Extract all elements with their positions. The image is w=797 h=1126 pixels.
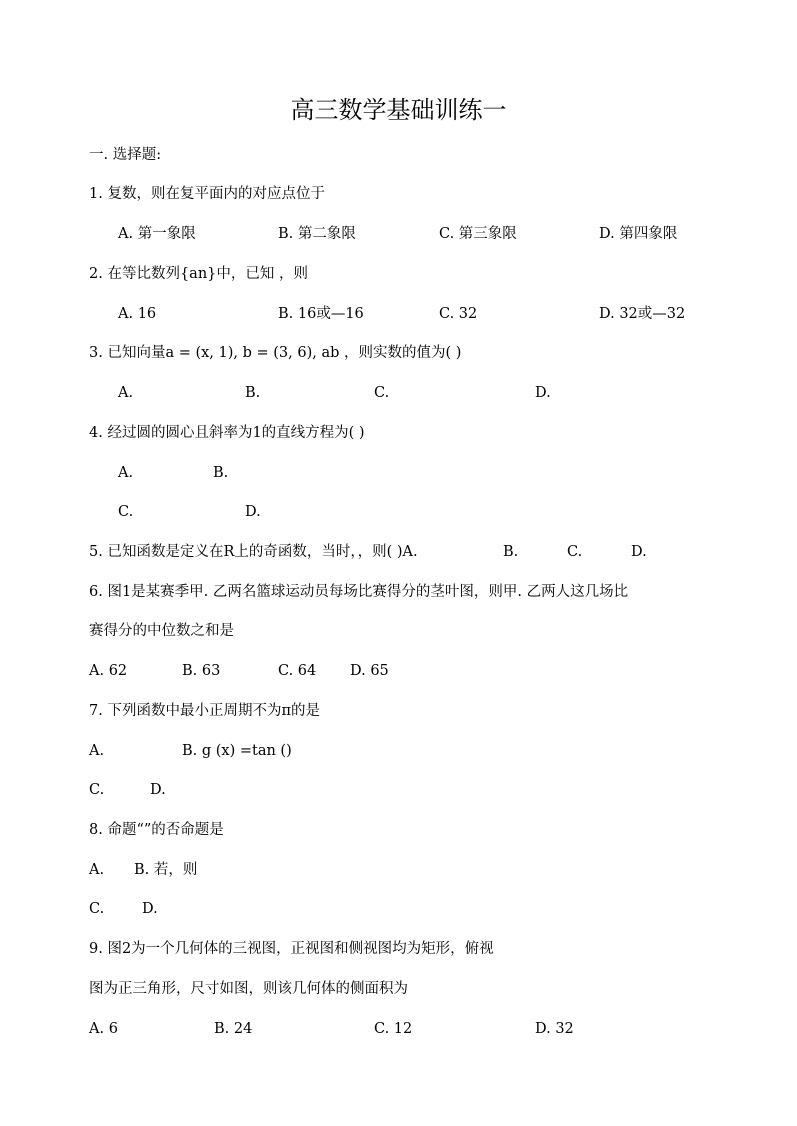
- question-9-stem-line1: 9. 图2为一个几何体的三视图，正视图和侧视图均为矩形，俯视: [89, 941, 494, 957]
- question-7-option-a: A.: [89, 743, 105, 759]
- question-6-option-d: D. 65: [350, 663, 389, 679]
- question-2-option-a: A. 16: [118, 306, 157, 322]
- question-4-stem: 4. 经过圆的圆心且斜率为1的直线方程为( ): [89, 425, 365, 441]
- question-8-option-d: D.: [142, 901, 158, 917]
- question-2-stem: 2. 在等比数列{an}中，已知 ，则: [89, 266, 308, 282]
- question-5-option-d: D.: [631, 544, 647, 560]
- question-1-option-b: B. 第二象限: [278, 226, 356, 242]
- section-heading: 一. 选择题:: [89, 147, 162, 163]
- question-9-option-c: C. 12: [374, 1021, 413, 1037]
- question-1-stem: 1. 复数，则在复平面内的对应点位于: [89, 186, 325, 202]
- question-1-option-c: C. 第三象限: [439, 226, 517, 242]
- question-3-option-b: B.: [245, 385, 261, 401]
- question-6-option-c: C. 64: [278, 663, 317, 679]
- question-4-option-d: D.: [245, 504, 261, 520]
- question-4-option-c: C.: [118, 504, 134, 520]
- question-4-option-b: B.: [213, 465, 229, 481]
- question-8-option-b: B. 若，则: [134, 862, 198, 878]
- question-1-option-d: D. 第四象限: [599, 226, 678, 242]
- question-7-stem: 7. 下列函数中最小正周期不为π的是: [89, 703, 320, 719]
- question-7-option-b: B. g (x) =tan (): [182, 743, 292, 759]
- question-1-option-a: A. 第一象限: [118, 226, 196, 242]
- question-2-option-b: B. 16或—16: [278, 306, 364, 322]
- question-7-option-d: D.: [150, 782, 166, 798]
- question-9-stem-line2: 图为正三角形，尺寸如图，则该几何体的侧面积为: [89, 981, 408, 997]
- question-8-stem: 8. 命题“”的否命题是: [89, 822, 224, 838]
- question-2-option-d: D. 32或—32: [599, 306, 686, 322]
- question-9-option-d: D. 32: [535, 1021, 574, 1037]
- question-2-option-c: C. 32: [439, 306, 478, 322]
- question-6-option-b: B. 63: [182, 663, 221, 679]
- question-3-option-a: A.: [118, 385, 134, 401]
- question-9-option-a: A. 6: [89, 1021, 118, 1037]
- question-5-stem: 5. 已知函数是定义在R上的奇函数，当时，，则( )A.: [89, 544, 418, 560]
- question-5-option-c: C.: [567, 544, 583, 560]
- question-8-option-c: C.: [89, 901, 105, 917]
- question-9-option-b: B. 24: [214, 1021, 253, 1037]
- question-7-option-c: C.: [89, 782, 105, 798]
- question-3-option-d: D.: [535, 385, 551, 401]
- question-5-option-b: B.: [503, 544, 519, 560]
- question-4-option-a: A.: [118, 465, 134, 481]
- question-6-option-a: A. 62: [89, 663, 128, 679]
- page-title: 高三数学基础训练一: [290, 96, 507, 124]
- question-6-stem-line1: 6. 图1是某赛季甲. 乙两名篮球运动员每场比赛得分的茎叶图，则甲. 乙两人这几场比: [89, 584, 629, 600]
- question-3-stem: 3. 已知向量a = (x, 1), b = (3, 6), ab ，则实数的值为( ): [89, 345, 462, 361]
- question-6-stem-line2: 赛得分的中位数之和是: [89, 623, 234, 639]
- question-3-option-c: C.: [374, 385, 390, 401]
- question-8-option-a: A.: [89, 862, 105, 878]
